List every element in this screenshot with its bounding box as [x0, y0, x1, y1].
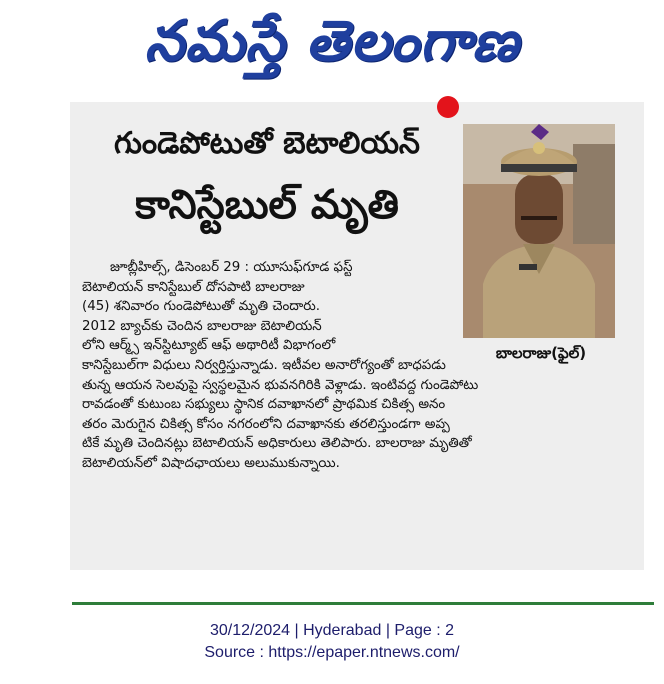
footer-divider	[72, 602, 654, 605]
headline	[82, 122, 452, 234]
headline-line-2: కానిస్టేబుల్ మృతి	[135, 182, 399, 228]
article-body-line: (45) శనివారం గుండెపోటుతో మృతి చెందారు.	[82, 299, 321, 315]
article-body-line: బెటాలియన్ కానిస్టేబుల్ దోసపాటి బాలరాజు	[82, 279, 305, 295]
headline-line-1: గుండెపోటుతో బెటాలియన్	[113, 126, 420, 161]
article-body-line: బెటాలియన్‌లో విషాదఛాయలు అలుముకున్నాయి.	[82, 455, 340, 471]
article-body-line: 2012 బ్యాచ్‌కు చెందిన బాలరాజు బెటాలియన్	[82, 318, 322, 334]
article-body-line: తున్న ఆయన సెలవుపై స్వస్థలమైన భువనగిరికి వెళ్లాడు. ఇంటివద్ద గుండెపోటు	[82, 377, 479, 393]
article-body-line: తరం మెరుగైన చికిత్స కోసం నగరంలోని దవాఖానకు తరలిస్తుండగా అప్ప	[82, 416, 450, 432]
article-body-line: కానిస్టేబుల్‌గా విధులు నిర్వర్తిస్తున్నాడు. ఇటీవల అనారోగ్యంతో బాధపడు	[82, 357, 446, 373]
red-dot-marker	[437, 96, 459, 118]
article-body-line: జూబ్లీహిల్స్, డిసెంబర్ 29 : యూసుఫ్‌గూడ ఫస్ట్	[110, 260, 353, 275]
article-body-line: టికే మృతి చెందినట్లు బెటాలియన్ అధికారులు తెలిపారు. బాలరాజు మృతితో	[82, 436, 472, 452]
masthead	[0, 0, 664, 96]
article-body-line: రావడంతో కుటుంబ సభ్యులు స్థానిక దవాఖానలో ప్రాథమిక చికిత్స అనం	[82, 397, 446, 413]
photo-caption: బాలరాజు(ఫైల్)	[495, 344, 587, 362]
footer	[0, 620, 664, 664]
footer-source-line: Source : https://epaper.ntnews.com/	[204, 644, 460, 661]
article-body	[82, 258, 630, 474]
footer-date-line: 30/12/2024 | Hyderabad | Page : 2	[209, 622, 455, 639]
article-body-line: లోని ఆర్మ్స్ ఇన్‌స్టిట్యూట్ ఆఫ్ అథారిటీ విభాగంలో	[82, 338, 336, 354]
newspaper-logo-title: నమస్తే తెలంగాణ	[144, 8, 520, 74]
